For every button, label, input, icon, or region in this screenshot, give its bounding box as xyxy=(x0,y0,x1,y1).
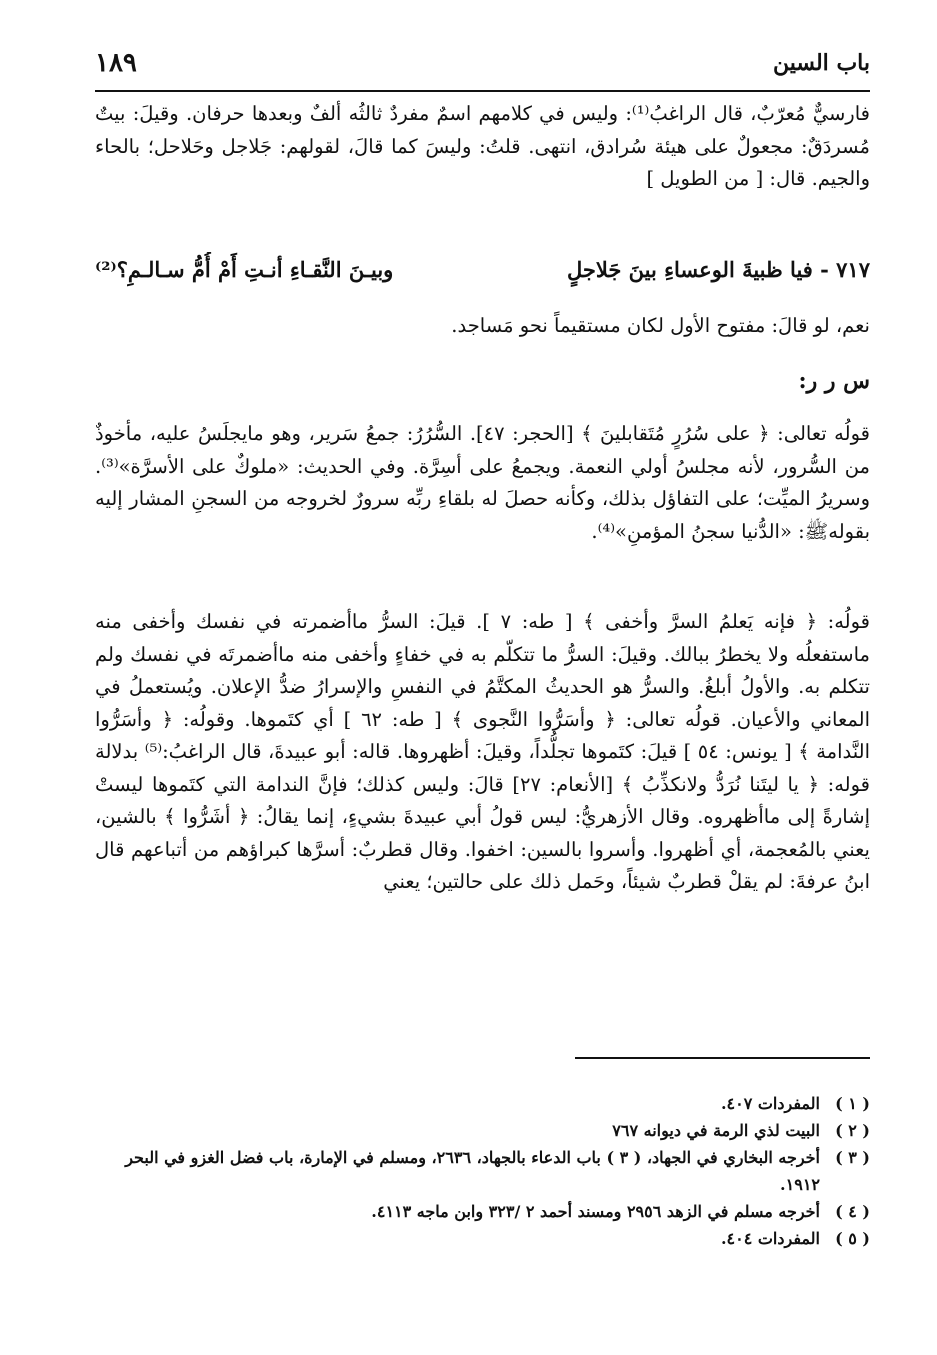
footnote-divider xyxy=(575,1057,870,1059)
paragraph-note: نعم، لو قالَ: مفتوح الأول لكان مستقيماً نحو مَساجد. xyxy=(451,314,870,337)
root-heading: س ر ر: xyxy=(798,368,870,394)
paragraph-surur: قولُه تعالى: ﴿ على سُرُرٍ مُتَقابلينَ ﴾ [الحجر: ٤٧]. السُّرُرُ: جمعُ سَرير، وهو مايجلَسُ عليه، مأخوذٌ من السُّرور، لأنه مجلسُ أولي النعمة. ويجمعُ على أسِرَّة. وفي الحديث: «ملوكٌ على الأسرَّة»⁽³⁾. وسريرُ الميِّت؛ على التفاؤل بذلك، وكأنه حصلَ له بلقاءِ ربِّه سرورٌ لخروجه من السجنِ المشار إليه بقولهﷺ: «الدُّنيا سجنُ المؤمنِ»⁽⁴⁾. xyxy=(95,422,870,543)
footnotes xyxy=(95,1090,870,1252)
book-page xyxy=(95,40,870,1330)
footnote-number: ( ٣ ) xyxy=(835,1148,870,1167)
verse-first-hemistich: ٧١٧ - فيا ظبيةَ الوعساءِ بينَ جَلاجلٍ xyxy=(566,257,870,282)
verse-second-hemistich: وبيـنَ النَّقـاءِ أنـتِ أَمْ أُمُّ سـالـمِ؟⁽²⁾ xyxy=(95,257,394,282)
footnote-text: المفردات ٤٠٧. xyxy=(720,1094,820,1113)
footnote-item xyxy=(95,1090,870,1117)
page-number: ١٨٩ xyxy=(95,48,137,78)
page-header xyxy=(95,50,870,92)
footnote-number: ( ١ ) xyxy=(835,1094,870,1113)
footnote-text: المفردات ٤٠٤. xyxy=(720,1229,820,1248)
footnote-item xyxy=(95,1225,870,1252)
chapter-title: باب السين xyxy=(772,50,870,76)
footnote-item xyxy=(95,1117,870,1144)
footnote-text: أخرجه مسلم في الزهد ٢٩٥٦ ومسند أحمد ٢ /٣٢٣ وابن ماجه ٤١١٣. xyxy=(371,1202,820,1221)
footnote-text: أخرجه البخاري في الجهاد، ( ٣ ) باب الدعاء بالجهاد، ٢٦٣٦، ومسلم في الإمارة، باب فضل الغزو في البحر ١٩١٢. xyxy=(125,1148,820,1194)
footnote-text: البيت لذي الرمة في ديوانه ٧٦٧ xyxy=(612,1121,820,1140)
footnote-item xyxy=(95,1144,870,1198)
footnote-number: ( ٥ ) xyxy=(835,1229,870,1248)
footnote-item xyxy=(95,1198,870,1225)
footnote-number: ( ٢ ) xyxy=(835,1121,870,1140)
footnote-number: ( ٤ ) xyxy=(835,1202,870,1221)
paragraph-sirr: قولُه: ﴿ فإنه يَعلمُ السرَّ وأخفى ﴾ [ طه: ٧ ]. قيلَ: السرُّ ماأضمرته في نفسك وأخفى منه ماستفعلُه ولا يخطرُ ببالك. وقيلَ: السرُّ ما تتكلّم به في خفاءٍ وأخفى منه ماأضمرتَه في نفسك ولم تتكلم به. والأولُ أبلغُ. والسرُّ هو الحديثُ المكتَّمُ في النفسِ والإسرارُ ضدُّ الإعلان. ويُستعملُ في المعاني والأعيان. قولُه تعالى: ﴿ وأسَرُّوا النَّجوى ﴾ [ طه: ٦٢ ] أي كتَموها. وقولُه: ﴿ وأسَرُّوا النَّدامة ﴾ [ يونس: ٥٤ ] قيلَ: كتَموها تجلُّداً، وقيلَ: أظهروها. قاله: أبو عبيدةَ، قال الراغبُ:⁽⁵⁾ بدلالة قوله: ﴿ يا ليتَنا نُرَدُّ ولانكذِّبُ ﴾ [الأنعام: ٢٧] قالَ: وليس كذلك؛ فإنَّ الندامة التي كتَموها ليستْ إشارةً إلى ماأظهروه. وقال الأزهريُّ: ليس قولُ أبي عبيدةَ بشيءٍ، إنما يقالُ: ﴿ أشَرُّوا ﴾ بالشين، يعني بالمُعجمة، أي أظهروا. وأسروا بالسين: اخفوا. وقال قطربٌ: أسرَّها كبراؤهم من أتباعهم قال ابنُ عرفةَ: لم يقلْ قطربٌ شيئاً، وحَمل ذلك على حالتين؛ يعني xyxy=(95,610,871,893)
paragraph-intro: فارسيٌّ مُعرّبٌ، قال الراغبُ⁽¹⁾: وليس في كلامهم اسمٌ مفردٌ ثالثُه ألفٌ وبعدها حرفان. وقيلَ: بيتٌ مُسردَقٌ: مجعولٌ على هيئة سُرادق، انتهى. قلتُ: وليسَ كما قالَ، لقولهم: جَلاجل وحَلاحل؛ بالحاء والجيم. قال: [ من الطويل ] xyxy=(95,102,870,190)
poetry-verse xyxy=(95,252,870,292)
